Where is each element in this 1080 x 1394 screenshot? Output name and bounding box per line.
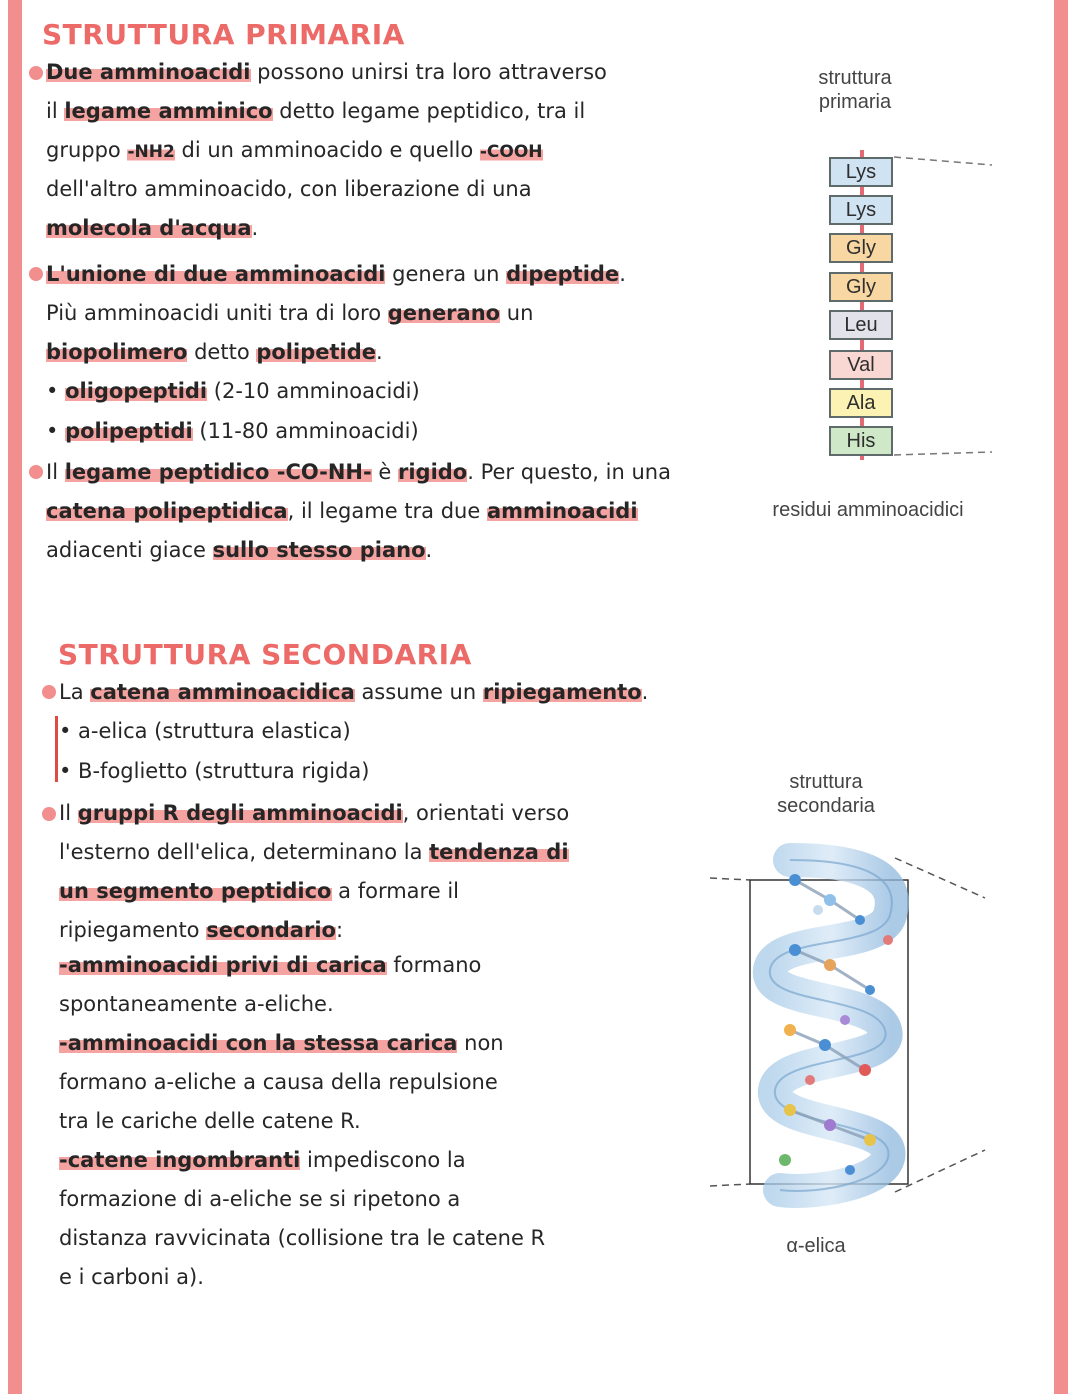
secondary-p2-line3: un segmento peptidico a formare il [59,879,459,903]
primary-figure-label-line2: primaria [818,91,892,113]
secondary-p2-line2: l'esterno dell'elica, determinano la tendenza di [59,840,569,864]
residue-lys: Lys [829,195,893,225]
primary-p1-line1: Due amminoacidi possono unirsi tra loro attraverso [46,60,607,84]
secondary-p2-line11: formazione di a-eliche se si ripetono a [59,1187,461,1211]
secondary-structure-title: STRUTTURA SECONDARIA [58,638,472,671]
secondary-figure-caption: α-elica [786,1235,846,1257]
secondary-p1-line1: La catena amminoacidica assume un ripiegamento. [59,680,649,704]
bullet-dot [42,807,56,821]
primary-p2-line1: L'unione di due amminoacidi genera un dipeptide. [46,262,626,286]
secondary-list-item-alpha: • a-elica (struttura elastica) [59,719,351,743]
residue-leu: Leu [829,310,893,340]
alpha-helix-illustration [700,840,1000,1210]
secondary-p2-line9: tra le cariche delle catene R. [59,1109,361,1133]
primary-p1-line3: gruppo -NH2 di un amminoacido e quello -COOH [46,138,543,162]
secondary-figure-label [746,770,906,818]
primary-p2-list-item-1: • oligopeptidi (2-10 amminoacidi) [46,379,420,403]
primary-p1-line2: il legame amminico detto legame peptidico, tra il [46,99,586,123]
primary-figure-label-line1: struttura [818,67,892,89]
primary-p1-line4: dell'altro amminoacido, con liberazione di una [46,177,532,201]
primary-p2-line2: Più amminoacidi uniti tra di loro generano un [46,301,534,325]
secondary-p2-line12: distanza ravvicinata (collisione tra le catene R [59,1226,546,1250]
secondary-p2-line13: e i carboni a). [59,1265,204,1289]
primary-structure-title: STRUTTURA PRIMARIA [42,18,405,51]
secondary-p2-line10: -catene ingombranti impediscono la [59,1148,466,1172]
list-bracket [55,716,58,782]
secondary-p2-line8: formano a-eliche a causa della repulsione [59,1070,498,1094]
primary-p3-line1: Il legame peptidico -CO-NH- è rigido. Per questo, in una [46,460,671,484]
secondary-p2-line1: Il gruppi R degli amminoacidi, orientati verso [59,801,570,825]
secondary-p2-line5: -amminoacidi privi di carica formano [59,953,482,977]
residue-lys: Lys [829,157,893,187]
residue-gly: Gly [829,233,893,263]
secondary-p2-line7: -amminoacidi con la stessa carica non [59,1031,504,1055]
primary-figure-caption: residui amminoacidici [772,499,964,521]
secondary-figure-label-line1: struttura [789,771,863,793]
residue-gly: Gly [829,272,893,302]
secondary-p2-line6: spontaneamente a-eliche. [59,992,334,1016]
primary-p3-line3: adiacenti giace sullo stesso piano. [46,538,433,562]
bullet-dot [42,685,56,699]
secondary-list-item-beta: • B-foglietto (struttura rigida) [59,759,370,783]
residue-ala: Ala [829,388,893,418]
residue-his: His [829,426,893,456]
residue-val: Val [829,350,893,380]
primary-p3-line2: catena polipeptidica, il legame tra due amminoacidi [46,499,638,523]
primary-p2-line3: biopolimero detto polipetide. [46,340,383,364]
secondary-p2-line4: ripiegamento secondario: [59,918,344,942]
secondary-figure-label-line2: secondaria [777,795,875,817]
primary-p1-line5: molecola d'acqua. [46,216,259,240]
primary-p2-list-item-2: • polipeptidi (11-80 amminoacidi) [46,419,419,443]
